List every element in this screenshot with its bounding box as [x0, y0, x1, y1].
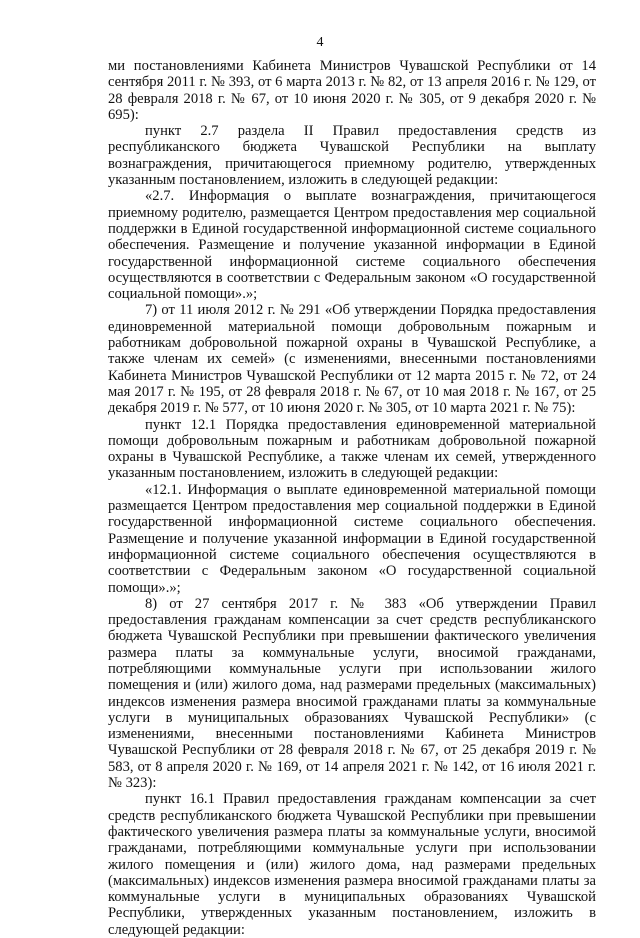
paragraph-item-16-1-amendment: пункт 16.1 Правил предоставления гражданам компенсации за счет средств республиканского бюджета Чувашской Республики при превышении фактического увеличения размера платы за коммунальные услуги, вносимой гражданами, потребляющими коммунальные услуги при использовании жилого помещения и (или) жилого дома, над размерами предельных (максимальных) индексов изменения размера вносимой гражданами платы за коммунальные услуги в муниципальных образованиях Чувашской Республики, утвержденных указанным постановлением, изложить в следующей редакции: — [108, 791, 596, 938]
paragraph-item-2-7-new-text: «2.7. Информация о выплате вознаграждения, причитающегося приемному родителю, размещается Центром предоставления мер социальной поддержки в Единой государственной информационной системе социального обеспечения. Размещение и получение указанной информации в Единой государственной информационной системе социального обеспечения осуществляются в соответствии с Федеральным законом «О государственной социальной помощи».»; — [108, 188, 596, 303]
paragraph-resolution-8: 8) от 27 сентября 2017 г. № 383 «Об утверждении Правил предоставления гражданам компенсации за счет средств республиканского бюджета Чувашской Республики при превышении фактического увеличения размера платы за коммунальные услуги, вносимой гражданами, потребляющими коммунальные услуги при использовании жилого помещения и (или) жилого дома, над размерами предельных (максимальных) индексов изменения размера вносимой гражданами платы за коммунальные услуги в муниципальных образованиях Чувашской Республики» (с изменениями, внесенными постановлениями Кабинета Министров Чувашской Республики от 28 февраля 2018 г. № 67, от 25 декабря 2019 г. № 583, от 8 апреля 2020 г. № 169, от 14 апреля 2021 г. № 142, от 16 июля 2021 г. № 323): — [108, 595, 596, 792]
paragraph-item-12-1-new-text: «12.1. Информация о выплате единовременной материальной помощи размещается Центром предоставления мер социальной поддержки в Единой государственной информационной системе социального обеспечения. Размещение и получение указанной информации в Единой государственной информационной системе социального обеспечения осуществляются в соответствии с Федеральным законом «О государственной социальной помощи».»; — [108, 481, 596, 596]
paragraph-item-2-7-amendment: пункт 2.7 раздела II Правил предоставления средств из республиканского бюджета Чувашской Республики на выплату вознаграждения, причитающегося приемному родителю, утвержденных указанным постановлением, изложить в следующей редакции: — [108, 123, 596, 189]
paragraph-resolution-7: 7) от 11 июля 2012 г. № 291 «Об утверждении Порядка предоставления единовременной материальной помощи добровольным пожарным и работникам добровольной пожарной охраны в Чувашской Республике, а также членам их семей» (с изменениями, внесенными постановлениями Кабинета Министров Чувашской Республики от 12 марта 2015 г. № 72, от 24 мая 2017 г. № 195, от 28 февраля 2018 г. № 67, от 10 мая 2018 г. № 167, от 25 декабря 2019 г. № 577, от 10 июня 2020 г. № 305, от 10 марта 2021 г. № 75): — [108, 302, 596, 417]
paragraph-item-12-1-amendment: пункт 12.1 Порядка предоставления единовременной материальной помощи добровольным пожарным и работникам добровольной пожарной охраны в Чувашской Республике, а также членам их семей, утвержденного указанным постановлением, изложить в следующей редакции: — [108, 416, 596, 482]
document-body — [108, 58, 596, 938]
paragraph-continuation: ми постановлениями Кабинета Министров Чувашской Республики от 14 сентября 2011 г. № 393, от 6 марта 2013 г. № 82, от 13 апреля 2016 г. № 129, от 28 февраля 2018 г. № 67, от 10 июня 2020 г. № 305, от 9 декабря 2020 г. № 695): — [108, 58, 596, 123]
page-number: 4 — [316, 35, 324, 50]
